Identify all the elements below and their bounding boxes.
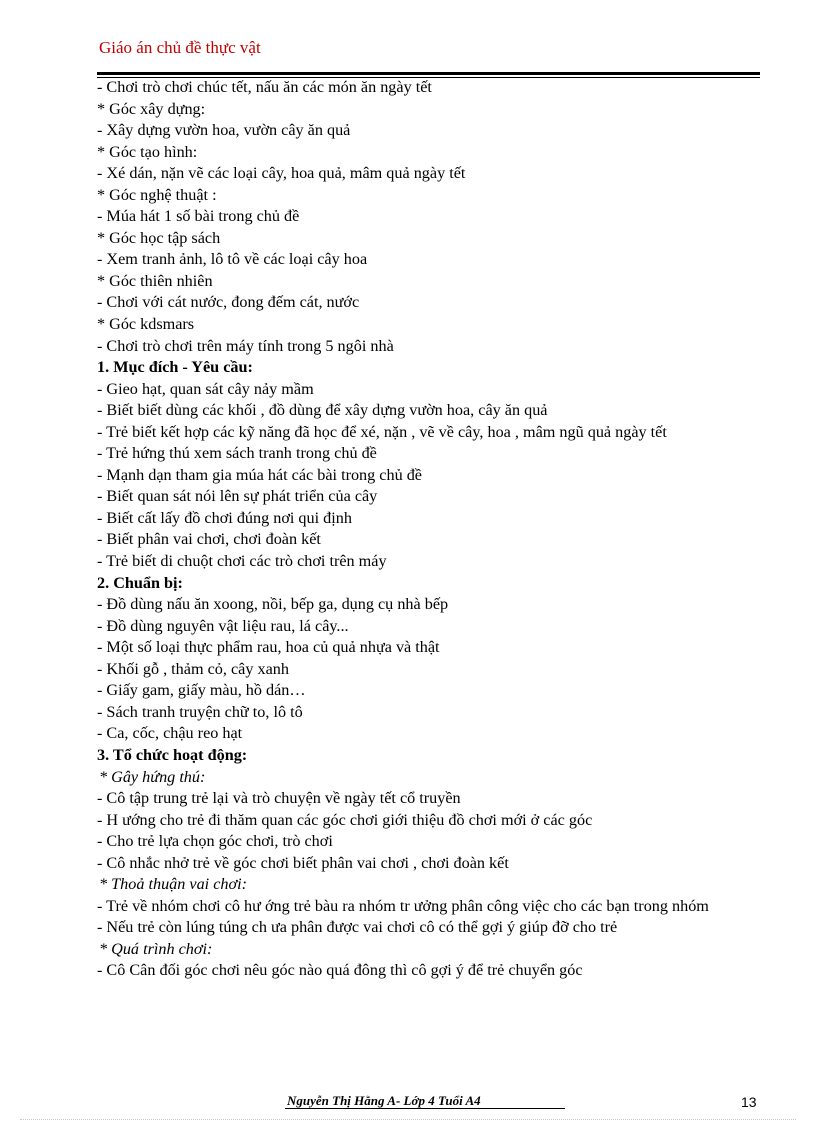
- document-body: [97, 77, 762, 982]
- text-line: * Góc xây dựng:: [97, 99, 206, 118]
- text-line: - Cô tập trung trẻ lại và trò chuyện về ngày tết cổ truyền: [97, 789, 461, 808]
- text-line: * Góc học tập sách: [97, 228, 221, 247]
- text-line: - Nếu trẻ còn lúng túng ch ưa phân được vai chơi cô có thể gợi ý giúp đỡ cho trẻ: [97, 918, 618, 937]
- text-line: * Góc thiên nhiên: [97, 271, 213, 290]
- text-line: - Sách tranh truyện chữ to, lô tô: [97, 702, 303, 721]
- text-line: - Chơi trò chơi chúc tết, nấu ăn các món ăn ngày tết: [97, 78, 432, 96]
- text-line: - Trẻ về nhóm chơi cô hư ớng trẻ bàu ra nhóm tr ưởng phân công việc cho các bạn trong nhóm: [97, 896, 709, 915]
- text-line: - Trẻ hứng thú xem sách tranh trong chủ đề: [97, 444, 377, 463]
- section-heading: 2. Chuẩn bị:: [97, 573, 183, 592]
- text-line: - Một số loại thực phẩm rau, hoa củ quả nhựa và thật: [97, 638, 440, 657]
- subheading: * Quá trình chơi:: [99, 939, 213, 958]
- text-line: - Cô Cân đối góc chơi nêu góc nào quá đông thì cô gợi ý để trẻ chuyển góc: [97, 961, 583, 980]
- header-rule-thick: [97, 72, 760, 75]
- text-line: - Mạnh dạn tham gia múa hát các bài trong chủ đề: [97, 465, 422, 484]
- text-line: - Biết biết dùng các khối , đồ dùng để xây dựng vườn hoa, cây ăn quả: [97, 401, 548, 420]
- text-line: - Biết quan sát nói lên sự phát triển của cây: [97, 487, 378, 506]
- text-line: - Cho trẻ lựa chọn góc chơi, trò chơi: [97, 832, 333, 851]
- text-line: - Biết phân vai chơi, chơi đoàn kết: [97, 530, 321, 549]
- text-line: - Giấy gam, giấy màu, hồ dán…: [97, 681, 306, 700]
- text-line: - Ca, cốc, chậu reo hạt: [97, 724, 243, 743]
- text-line: - H ướng cho trẻ đi thăm quan các góc chơi giới thiệu đồ chơi mới ở các góc: [97, 810, 593, 829]
- text-line: - Khối gỗ , thảm cỏ, cây xanh: [97, 659, 289, 678]
- text-line: - Gieo hạt, quan sát cây nảy mầm: [97, 379, 314, 398]
- page-edge-divider: [20, 1119, 796, 1120]
- text-line: - Múa hát 1 số bài trong chủ đề: [97, 207, 300, 226]
- text-line: - Biết cất lấy đồ chơi đúng nơi qui định: [97, 508, 352, 527]
- text-line: * Góc kdsmars: [97, 315, 195, 334]
- text-line: - Xây dựng vườn hoa, vườn cây ăn quả: [97, 121, 351, 140]
- text-line: - Trẻ biết kết hợp các kỹ năng đã học để xé, nặn , vẽ về cây, hoa , mâm ngũ quả ngày tết: [97, 422, 667, 441]
- text-line: * Góc nghệ thuật :: [97, 185, 217, 204]
- section-heading: 3. Tổ chức hoạt động:: [97, 745, 248, 764]
- page-header-title: Giáo án chủ đề thực vật: [99, 38, 261, 57]
- text-line: - Đồ dùng nấu ăn xoong, nồi, bếp ga, dụng cụ nhà bếp: [97, 595, 449, 614]
- text-line: * Góc tạo hình:: [97, 142, 198, 161]
- text-line: - Xem tranh ảnh, lô tô về các loại cây hoa: [97, 250, 368, 269]
- subheading: * Thoả thuận vai chơi:: [99, 875, 248, 894]
- footer-author: Nguyễn Thị Hằng A- Lớp 4 Tuổi A4: [287, 1093, 481, 1108]
- text-line: - Chơi trò chơi trên máy tính trong 5 ngôi nhà: [97, 336, 394, 355]
- text-line: - Cô nhắc nhở trẻ về góc chơi biết phân vai chơi , chơi đoàn kết: [97, 853, 509, 872]
- subheading: * Gây hứng thú:: [99, 767, 206, 786]
- footer-rule: [285, 1108, 565, 1109]
- text-line: - Trẻ biết di chuột chơi các trò chơi trên máy: [97, 552, 387, 571]
- text-line: - Xé dán, nặn vẽ các loại cây, hoa quả, mâm quả ngày tết: [97, 164, 466, 183]
- page-number: 13: [741, 1094, 757, 1110]
- text-line: - Chơi với cát nước, đong đếm cát, nước: [97, 293, 360, 312]
- text-line: - Đồ dùng nguyên vật liệu rau, lá cây...: [97, 616, 349, 635]
- section-heading: 1. Mục đích - Yêu cầu:: [97, 358, 253, 377]
